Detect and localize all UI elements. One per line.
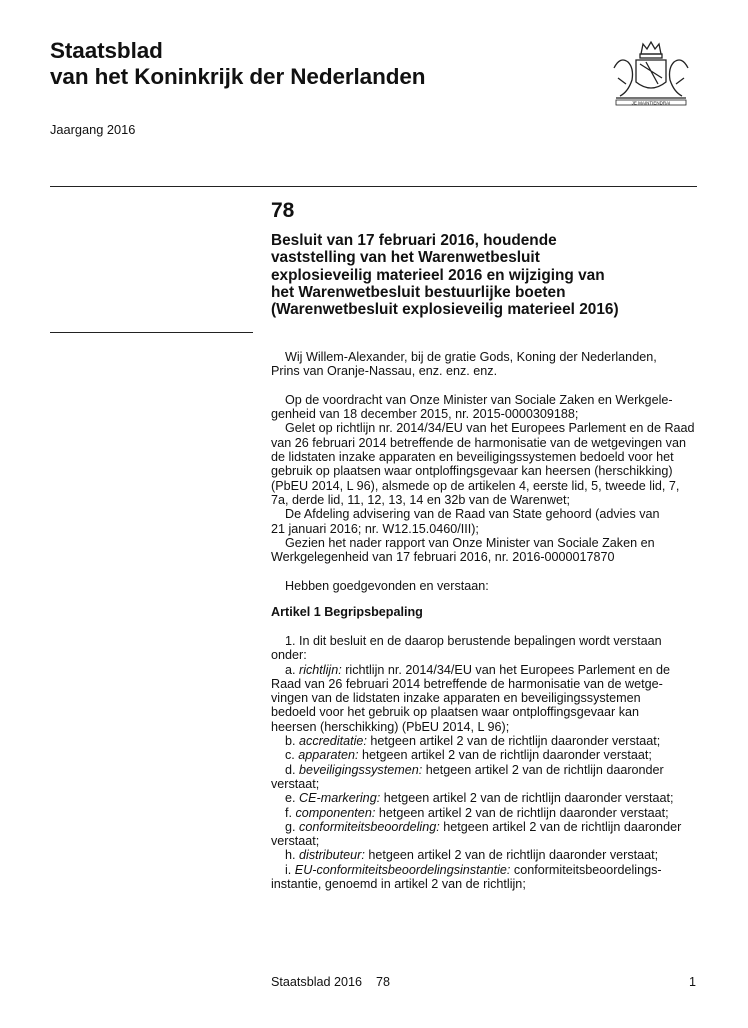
text-segment: De Afdeling advisering van de Raad van State gehoord (advies van	[285, 507, 660, 522]
defined-term: conformiteitsbeoordeling:	[299, 819, 440, 834]
text-line	[271, 634, 681, 648]
text-line	[271, 479, 695, 493]
footer-reference: Staatsblad 2016 78	[271, 975, 391, 989]
text-segment: 1. In dit besluit en de daarop berustende bepalingen wordt verstaan	[285, 634, 662, 648]
text-segment: h.	[285, 848, 300, 863]
text-line	[271, 705, 681, 719]
text-line	[271, 379, 695, 393]
defined-term: componenten:	[295, 805, 376, 820]
text-segment: hetgeen artikel 2 van de richtlijn daaronder verstaat;	[366, 734, 661, 749]
text-segment: f.	[285, 805, 296, 820]
text-segment: hetgeen artikel 2 van de richtlijn daaronder verstaat;	[380, 791, 674, 806]
text-segment: 7a, derde lid, 11, 12, 13, 14 en 32b van de Warenwet;	[271, 492, 570, 507]
text-segment: (PbEU 2014, L 96), alsmede op de artikelen 4, eerste lid, 5, tweede lid, 7,	[271, 478, 680, 493]
text-segment: i.	[285, 862, 295, 877]
defined-term: beveiligingssystemen:	[299, 762, 423, 777]
text-segment: Prins van Oranje-Nassau, enz. enz. enz.	[271, 364, 498, 379]
document-heading	[271, 232, 619, 318]
text-segment: Hebben goedgevonden en verstaan:	[285, 578, 489, 593]
heading-line: explosieveilig materieel 2016 en wijziging van	[271, 266, 605, 284]
text-line	[271, 806, 681, 820]
text-segment: a.	[285, 662, 300, 677]
text-line	[271, 436, 695, 450]
defined-term: EU-conformiteitsbeoordelingsinstantie:	[294, 862, 511, 877]
text-line	[271, 777, 681, 791]
text-segment: genheid van 18 december 2015, nr. 2015-0000309188;	[271, 407, 579, 422]
text-segment: c.	[285, 748, 299, 763]
page-number: 1	[688, 975, 696, 989]
text-segment: e.	[285, 791, 300, 806]
text-segment: hetgeen artikel 2 van de richtlijn daaronder verstaat;	[364, 848, 659, 863]
defined-term: distributeur:	[299, 848, 365, 863]
text-line	[271, 834, 681, 848]
text-segment: van 26 februari 2014 betreffende de harmonisatie van de wetgevingen van	[271, 435, 686, 450]
defined-term: richtlijn:	[299, 662, 342, 677]
text-segment: richtlijn nr. 2014/34/EU van het Europees Parlement en de	[341, 662, 671, 677]
text-line	[271, 748, 681, 762]
article-title: Artikel 1 Begripsbepaling	[271, 605, 423, 619]
text-segment: d.	[285, 762, 300, 777]
text-segment: hetgeen artikel 2 van de richtlijn daaronder verstaat;	[358, 748, 652, 763]
defined-term: apparaten:	[298, 748, 359, 763]
text-segment: Gelet op richtlijn nr. 2014/34/EU van het Europees Parlement en de Raad	[285, 421, 695, 436]
text-segment: bedoeld voor het gebruik op plaatsen waar ontploffingsgevaar kan	[271, 705, 640, 720]
text-line	[271, 877, 681, 891]
text-segment: Gezien het nader rapport van Onze Minister van Sociale Zaken en	[285, 535, 655, 550]
text-line	[271, 421, 695, 435]
text-line	[271, 863, 681, 877]
text-line	[271, 364, 695, 378]
text-line	[271, 734, 681, 748]
text-segment: hetgeen artikel 2 van de richtlijn daaronder	[422, 762, 664, 777]
text-line	[271, 493, 695, 507]
text-segment: hetgeen artikel 2 van de richtlijn daaronder	[439, 819, 682, 834]
text-line	[271, 763, 681, 777]
coat-of-arms-logo	[606, 38, 696, 110]
divider	[50, 186, 697, 187]
heading-line: (Warenwetbesluit explosieveilig materieel 2016)	[271, 301, 619, 319]
defined-term: CE-markering:	[299, 791, 381, 806]
publication-title	[50, 38, 425, 90]
heading-line: vaststelling van het Warenwetbesluit	[271, 249, 540, 267]
defined-term: accreditatie:	[299, 734, 367, 749]
text-line	[271, 407, 695, 421]
text-segment: instantie, genoemd in artikel 2 van de richtlijn;	[271, 877, 526, 892]
text-segment: Op de voordracht van Onze Minister van Sociale Zaken en Werkgele-	[285, 392, 673, 407]
text-line	[271, 848, 681, 862]
text-line	[271, 536, 695, 550]
text-segment: de lidstaten inzake apparaten en beveiligingssystemen bedoeld voor het	[271, 450, 674, 465]
text-line	[271, 579, 695, 593]
heading-line: het Warenwetbesluit bestuurlijke boeten	[271, 283, 566, 301]
text-segment: verstaat;	[271, 834, 320, 849]
text-segment	[271, 564, 275, 578]
text-segment: Raad van 26 februari 2014 betreffende de harmonisatie van de wetge-	[271, 676, 663, 691]
text-line	[271, 720, 681, 734]
text-line	[271, 507, 695, 521]
text-segment	[271, 379, 275, 393]
divider	[50, 332, 253, 333]
text-segment: 21 januari 2016; nr. W12.15.0460/III);	[271, 521, 479, 536]
text-segment: b.	[285, 734, 300, 749]
text-line	[271, 648, 681, 662]
text-segment: Werkgelegenheid van 17 februari 2016, nr. 2016-0000017870	[271, 550, 615, 565]
text-line	[271, 820, 681, 834]
title-line: van het Koninkrijk der Nederlanden	[50, 64, 426, 89]
logo-motto: JE MAINTIENDRAI	[631, 100, 671, 106]
text-line	[271, 522, 695, 536]
volume-year: Jaargang 2016	[50, 122, 136, 137]
text-line	[271, 550, 695, 564]
text-line	[271, 350, 695, 364]
text-segment: vingen van de lidstaten inzake apparaten en beveiligingssystemen	[271, 691, 641, 706]
text-line	[271, 663, 681, 677]
text-segment: onder:	[271, 648, 307, 663]
text-segment: gebruik op plaatsen waar ontploffingsgevaar kan heersen (herschikking)	[271, 464, 673, 479]
text-line	[271, 691, 681, 705]
title-line: Staatsblad	[50, 38, 163, 63]
document-number: 78	[271, 199, 295, 222]
text-segment: heersen (herschikking) (PbEU 2014, L 96);	[271, 719, 510, 734]
text-segment: verstaat;	[271, 776, 320, 791]
text-line	[271, 791, 681, 805]
text-line	[271, 450, 695, 464]
text-line	[271, 464, 695, 478]
text-segment: conformiteitsbeoordelings-	[510, 862, 662, 877]
text-segment: g.	[285, 819, 300, 834]
article-body	[271, 634, 681, 891]
text-segment: hetgeen artikel 2 van de richtlijn daaronder verstaat;	[375, 805, 669, 820]
text-segment: Wij Willem-Alexander, bij de gratie Gods, Koning der Nederlanden,	[285, 350, 657, 364]
text-line	[271, 393, 695, 407]
text-line	[271, 564, 695, 578]
text-line	[271, 677, 681, 691]
heading-line: Besluit van 17 februari 2016, houdende	[271, 232, 557, 249]
preamble	[271, 350, 695, 593]
